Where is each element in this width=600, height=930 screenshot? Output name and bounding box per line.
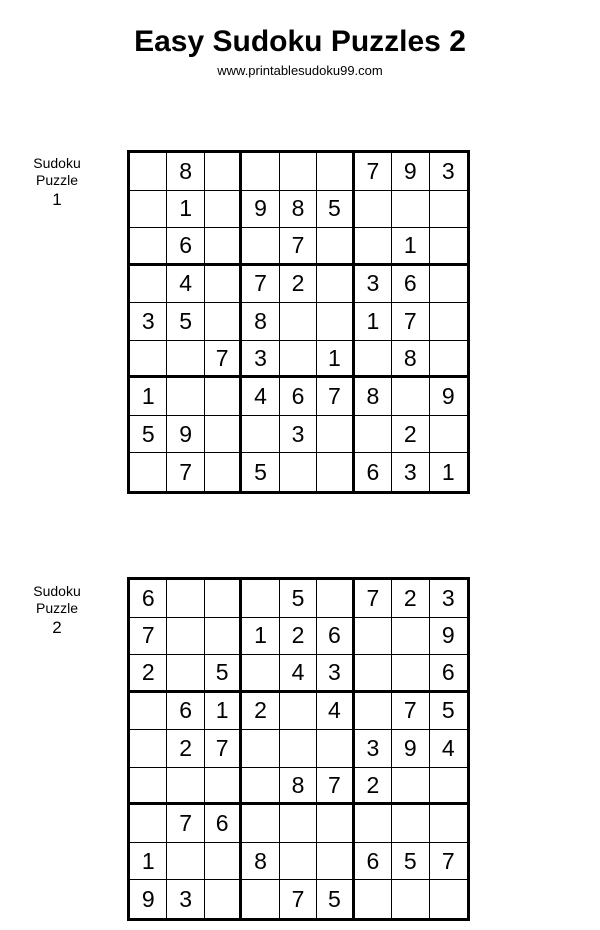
- sudoku-cell: 2: [280, 266, 317, 304]
- sudoku-cell: 3: [355, 730, 392, 768]
- sudoku-cell: [242, 228, 279, 266]
- sudoku-cell: [430, 191, 467, 229]
- sudoku-cell: [242, 768, 279, 806]
- sudoku-cell: 3: [392, 453, 429, 491]
- puzzle-1-label-line2: Puzzle: [35, 172, 79, 188]
- sudoku-cell: [317, 805, 354, 843]
- sudoku-cell: [317, 580, 354, 618]
- sudoku-cell: 5: [280, 580, 317, 618]
- sudoku-cell: 6: [167, 693, 204, 731]
- sudoku-cell: 5: [317, 191, 354, 229]
- sudoku-cell: [430, 341, 467, 379]
- sudoku-cell: 7: [167, 805, 204, 843]
- sudoku-cell: 8: [355, 378, 392, 416]
- sudoku-cell: 3: [430, 580, 467, 618]
- sudoku-cell: [280, 453, 317, 491]
- sudoku-cell: [130, 191, 167, 229]
- sudoku-cell: 5: [317, 880, 354, 918]
- sudoku-cell: [392, 805, 429, 843]
- sudoku-cell: 6: [355, 843, 392, 881]
- sudoku-cell: 7: [205, 730, 242, 768]
- sudoku-cell: 7: [317, 768, 354, 806]
- sudoku-cell: [430, 768, 467, 806]
- sudoku-cell: 5: [430, 693, 467, 731]
- sudoku-cell: [280, 843, 317, 881]
- puzzle-2-label-line2: Puzzle: [35, 600, 79, 616]
- puzzle-1-label-line1: Sudoku: [33, 155, 81, 171]
- sudoku-cell: 6: [280, 378, 317, 416]
- sudoku-cell: 8: [392, 341, 429, 379]
- sudoku-cell: 7: [317, 378, 354, 416]
- sudoku-cell: [392, 655, 429, 693]
- sudoku-cell: 9: [392, 153, 429, 191]
- sudoku-cell: [205, 453, 242, 491]
- sudoku-cell: 8: [280, 191, 317, 229]
- sudoku-cell: 1: [242, 618, 279, 656]
- sudoku-cell: [205, 153, 242, 191]
- sudoku-cell: [392, 768, 429, 806]
- sudoku-cell: [317, 303, 354, 341]
- sudoku-cell: 6: [430, 655, 467, 693]
- puzzle-2-label: [22, 583, 92, 639]
- sudoku-cell: [130, 153, 167, 191]
- sudoku-cell: 9: [242, 191, 279, 229]
- sudoku-cell: 9: [392, 730, 429, 768]
- sudoku-cell: 1: [167, 191, 204, 229]
- sudoku-cell: [430, 880, 467, 918]
- sudoku-cell: [242, 153, 279, 191]
- sudoku-cell: 6: [355, 453, 392, 491]
- sudoku-cell: [205, 303, 242, 341]
- sudoku-cell: [392, 191, 429, 229]
- sudoku-cell: 3: [167, 880, 204, 918]
- sudoku-cell: 8: [242, 843, 279, 881]
- sudoku-cell: [242, 805, 279, 843]
- sudoku-cell: 6: [167, 228, 204, 266]
- sudoku-cell: [130, 341, 167, 379]
- sudoku-cell: [280, 341, 317, 379]
- sudoku-cell: [317, 453, 354, 491]
- sudoku-cell: 1: [205, 693, 242, 731]
- sudoku-cell: 7: [392, 303, 429, 341]
- sudoku-cell: [317, 730, 354, 768]
- sudoku-cell: [317, 153, 354, 191]
- sudoku-cell: 3: [130, 303, 167, 341]
- puzzle-1-number: 1: [52, 190, 62, 209]
- sudoku-cell: 8: [167, 153, 204, 191]
- sudoku-cell: 7: [205, 341, 242, 379]
- sudoku-cell: [205, 880, 242, 918]
- sudoku-cell: 4: [242, 378, 279, 416]
- sudoku-cell: 4: [430, 730, 467, 768]
- sudoku-cell: 6: [317, 618, 354, 656]
- sudoku-cell: 7: [430, 843, 467, 881]
- sudoku-cell: 5: [242, 453, 279, 491]
- sudoku-cell: [430, 266, 467, 304]
- sudoku-cell: 6: [392, 266, 429, 304]
- sudoku-cell: [167, 843, 204, 881]
- puzzle-2-label-line1: Sudoku: [33, 583, 81, 599]
- sudoku-cell: 5: [167, 303, 204, 341]
- sudoku-cell: 5: [392, 843, 429, 881]
- sudoku-cell: 9: [430, 378, 467, 416]
- sudoku-cell: 1: [355, 303, 392, 341]
- sudoku-cell: 7: [242, 266, 279, 304]
- sudoku-cell: 7: [280, 880, 317, 918]
- sudoku-cell: [430, 805, 467, 843]
- sudoku-cell: 4: [167, 266, 204, 304]
- sudoku-cell: [167, 768, 204, 806]
- sudoku-cell: 8: [280, 768, 317, 806]
- sudoku-cell: [430, 228, 467, 266]
- sudoku-cell: [130, 768, 167, 806]
- sudoku-cell: [317, 843, 354, 881]
- sudoku-cell: [317, 266, 354, 304]
- sudoku-cell: [205, 191, 242, 229]
- sudoku-cell: 6: [205, 805, 242, 843]
- sudoku-cell: 1: [130, 843, 167, 881]
- website-url: www.printablesudoku99.com: [217, 63, 383, 78]
- sudoku-cell: [355, 655, 392, 693]
- sudoku-cell: 3: [280, 416, 317, 454]
- sudoku-cell: 6: [130, 580, 167, 618]
- sudoku-cell: [205, 580, 242, 618]
- sudoku-cell: 9: [167, 416, 204, 454]
- sudoku-cell: 2: [242, 693, 279, 731]
- sudoku-cell: [317, 416, 354, 454]
- puzzle-1-label: [22, 155, 92, 211]
- sudoku-cell: [355, 805, 392, 843]
- sudoku-cell: [392, 378, 429, 416]
- sudoku-cell: [205, 416, 242, 454]
- sudoku-cell: 7: [130, 618, 167, 656]
- sudoku-cell: 2: [355, 768, 392, 806]
- sudoku-cell: 7: [355, 580, 392, 618]
- sudoku-cell: 2: [280, 618, 317, 656]
- sudoku-cell: 2: [130, 655, 167, 693]
- sudoku-cell: 5: [130, 416, 167, 454]
- sudoku-cell: 7: [392, 693, 429, 731]
- sudoku-cell: 3: [242, 341, 279, 379]
- sudoku-cell: 2: [167, 730, 204, 768]
- sudoku-cell: [205, 843, 242, 881]
- sudoku-cell: 3: [355, 266, 392, 304]
- sudoku-cell: [280, 693, 317, 731]
- sudoku-cell: [242, 416, 279, 454]
- page-title: Easy Sudoku Puzzles 2: [134, 25, 466, 58]
- sudoku-grid-1: [127, 150, 470, 494]
- sudoku-cell: [430, 416, 467, 454]
- sudoku-cell: 8: [242, 303, 279, 341]
- sudoku-cell: [130, 805, 167, 843]
- sudoku-cell: [355, 191, 392, 229]
- sudoku-cell: [355, 341, 392, 379]
- sudoku-cell: [130, 228, 167, 266]
- sudoku-cell: [205, 378, 242, 416]
- sudoku-cell: [130, 730, 167, 768]
- sudoku-cell: 3: [430, 153, 467, 191]
- sudoku-cell: [130, 693, 167, 731]
- sudoku-cell: [130, 453, 167, 491]
- sudoku-cell: 1: [392, 228, 429, 266]
- sudoku-cell: [355, 693, 392, 731]
- sudoku-cell: 9: [130, 880, 167, 918]
- sudoku-cell: [280, 153, 317, 191]
- sudoku-cell: [167, 618, 204, 656]
- sudoku-cell: 1: [130, 378, 167, 416]
- sudoku-cell: 1: [441, 458, 455, 485]
- sudoku-cell: [392, 880, 429, 918]
- sudoku-cell: [167, 378, 204, 416]
- sudoku-cell: [430, 303, 467, 341]
- sudoku-cell: [242, 580, 279, 618]
- sudoku-cell: [205, 768, 242, 806]
- sudoku-cell: 9: [430, 618, 467, 656]
- sudoku-cell: 7: [355, 153, 392, 191]
- sudoku-cell: [355, 228, 392, 266]
- sudoku-cell: [242, 730, 279, 768]
- sudoku-cell: [355, 416, 392, 454]
- sudoku-cell: [205, 618, 242, 656]
- sudoku-cell: 4: [317, 693, 354, 731]
- sudoku-cell: [167, 655, 204, 693]
- sudoku-cell: [205, 228, 242, 266]
- sudoku-cell: [280, 303, 317, 341]
- sudoku-cell: [130, 266, 167, 304]
- sudoku-cell: 7: [280, 228, 317, 266]
- sudoku-cell: [392, 618, 429, 656]
- sudoku-grid-2: [127, 577, 470, 921]
- sudoku-cell: [242, 655, 279, 693]
- sudoku-cell: 4: [280, 655, 317, 693]
- sudoku-cell: [355, 618, 392, 656]
- sudoku-cell: [167, 580, 204, 618]
- sudoku-cell: [167, 341, 204, 379]
- sudoku-cell: [280, 805, 317, 843]
- sudoku-cell: 2: [392, 416, 429, 454]
- sudoku-cell: 7: [167, 453, 204, 491]
- sudoku-cell: [280, 730, 317, 768]
- sudoku-cell: [242, 880, 279, 918]
- sudoku-cell: [355, 880, 392, 918]
- sudoku-cell: 1: [317, 341, 354, 379]
- sudoku-cell: [317, 228, 354, 266]
- sudoku-cell: [205, 266, 242, 304]
- puzzle-2-number: 2: [52, 618, 62, 637]
- sudoku-cell: 2: [392, 580, 429, 618]
- sudoku-cell: 3: [317, 655, 354, 693]
- sudoku-cell: 5: [205, 655, 242, 693]
